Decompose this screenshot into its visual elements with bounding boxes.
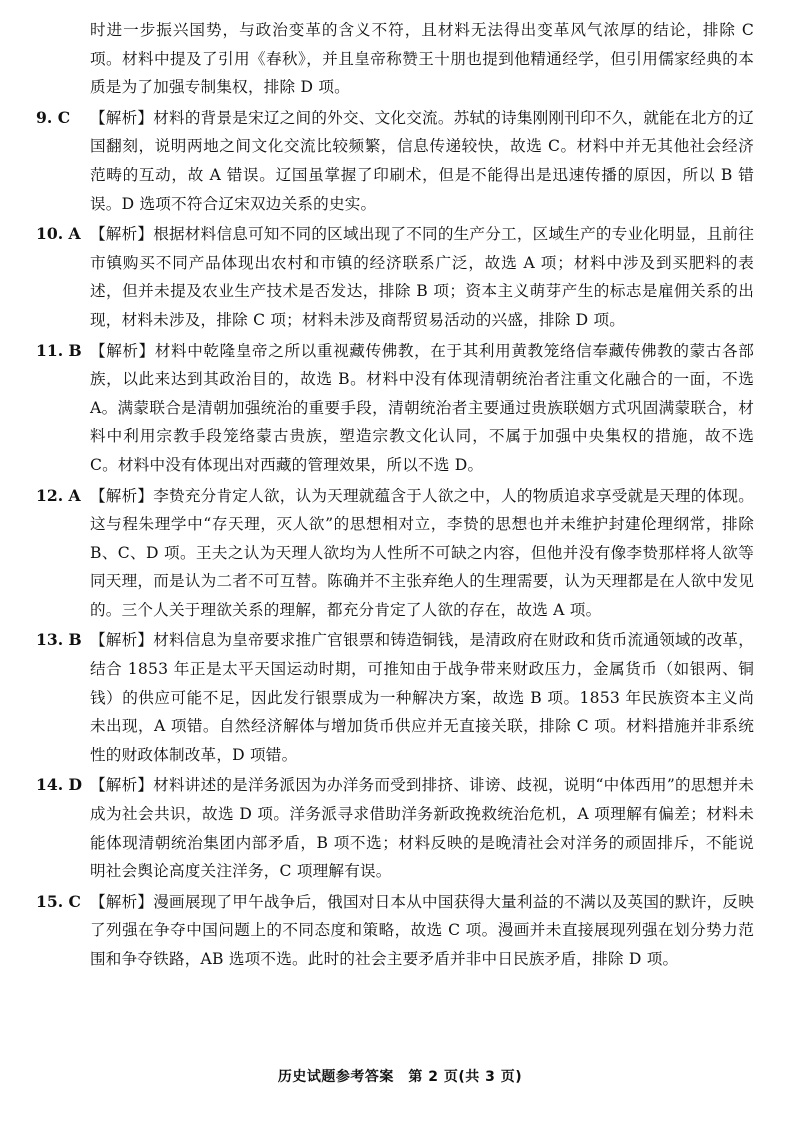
answer-explanation: 【解析】根据材料信息可知不同的区域出现了不同的生产分工，区域生产的专业化明显，且前往市镇购买不同产品体现出农村和市镇的经济联系广泛，故选 A 项；材料中涉及到买肥料的表述，但并未提及农业生产技术是否发达，排除 B 项；资本主义萌芽产生的标志是雇佣关系的出现，材料未涉及，排除 C 项；材料未涉及商帮贸易活动的兴盛，排除 D 项。 [90, 225, 754, 329]
answer-item-11 [36, 337, 754, 480]
answer-explanation: 【解析】材料讲述的是洋务派因为办洋务而受到排挤、诽谤、歧视，说明“中体西用”的思想并未成为社会共识，故选 D 项。洋务派寻求借助洋务新政挽救统治危机，A 项理解有偏差；材料未能体现清朝统治集团内部矛盾，B 项不选；材料反映的是晚清社会对洋务的顽固排斥，不能说明社会舆论高度关注洋务，C 项理解有误。 [90, 776, 754, 881]
answer-explanation: 【解析】材料信息为皇帝要求推广官银票和铸造铜钱，是清政府在财政和货币流通领域的改革，结合 1853 年正是太平天国运动时期，可推知由于战争带来财政压力，金属货币（如银两、铜钱）的供应可能不足，因此发行银票成为一种解决方案，故选 B 项。1853 年民族资本主义尚未出现，A 项错。自然经济解体与增加货币供应并无直接关联，排除 C 项。材料措施并非系统性的财政体制改革，D 项错。 [90, 631, 754, 764]
answer-explanation: 【解析】漫画展现了甲午战争后，俄国对日本从中国获得大量利益的不满以及英国的默许，反映了列强在争夺中国问题上的不同态度和策略，故选 C 项。漫画并未直接展现列强在划分势力范围和争夺铁路，AB 选项不选。此时的社会主要矛盾并非中日民族矛盾，排除 D 项。 [90, 892, 754, 968]
answer-number: 12. A [36, 485, 81, 505]
answer-item-12 [36, 482, 754, 625]
answer-number: 11. B [36, 340, 82, 360]
answer-explanation: 【解析】李贽充分肯定人欲，认为天理就蕴含于人欲之中，人的物质追求享受就是天理的体现。这与程朱理学中“存天理，灭人欲”的思想相对立，李贽的思想也并未维护封建伦理纲常，排除 B、C、D 项。王夫之认为天理人欲均为人性所不可缺之内容，但他并没有像李贽那样将人欲等同天理，而是认为二者不可互替。陈确并不主张弃绝人的生理需要，认为天理都是在人欲中发见的。三个人关于理欲关系的理解，都充分肯定了人欲的存在，故选 A 项。 [90, 486, 754, 619]
continued-explanation: 时进一步振兴国势，与政治变革的含义不符，且材料无法得出变革风气浓厚的结论，排除 C 项。材料中提及了引用《春秋》，并且皇帝称赞王十朋也提到他精通经学，但引用儒家经典的本质是为了加强专制集权，排除 D 项。 [90, 21, 754, 97]
answer-item-14 [36, 771, 754, 885]
answer-explanation: 【解析】材料的背景是宋辽之间的外交、文化交流。苏轼的诗集刚刚刊印不久，就能在北方的辽国翻刻，说明两地之间文化交流比较频繁，信息传递较快，故选 C。材料中并无其他社会经济范畴的互动，故 A 错误。辽国虽掌握了印刷术，但是不能得出是迅速传播的原因，所以 B 错误。D 选项不符合辽宋双边关系的史实。 [90, 108, 754, 213]
answer-number: 13. B [36, 630, 82, 650]
answer-number: 10. A [36, 224, 81, 244]
answer-number: 14. D [36, 775, 83, 795]
answer-item-13 [36, 626, 754, 769]
answer-item-10 [36, 220, 754, 334]
answer-item-9 [36, 104, 754, 218]
answer-explanation: 【解析】材料中乾隆皇帝之所以重视藏传佛教，在于其利用黄教笼络信奉藏传佛教的蒙古各部族，以此来达到其政治目的，故选 B。材料中没有体现清朝统治者注重文化融合的一面，不选 A。满蒙联合是清朝加强统治的重要手段，清朝统治者主要通过贵族联姻方式巩固满蒙联合，材料中利用宗教手段笼络蒙古贵族，塑造宗教文化认同，不属于加强中央集权的措施，故不选 C。材料中没有体现出对西藏的管理效果，所以不选 D。 [90, 341, 754, 474]
page-footer: 历史试题参考答案 第 2 页(共 3 页) [277, 1069, 523, 1085]
answer-item-15 [36, 888, 754, 974]
answer-number: 15. C [36, 891, 81, 911]
answer-number: 9. C [36, 107, 71, 127]
